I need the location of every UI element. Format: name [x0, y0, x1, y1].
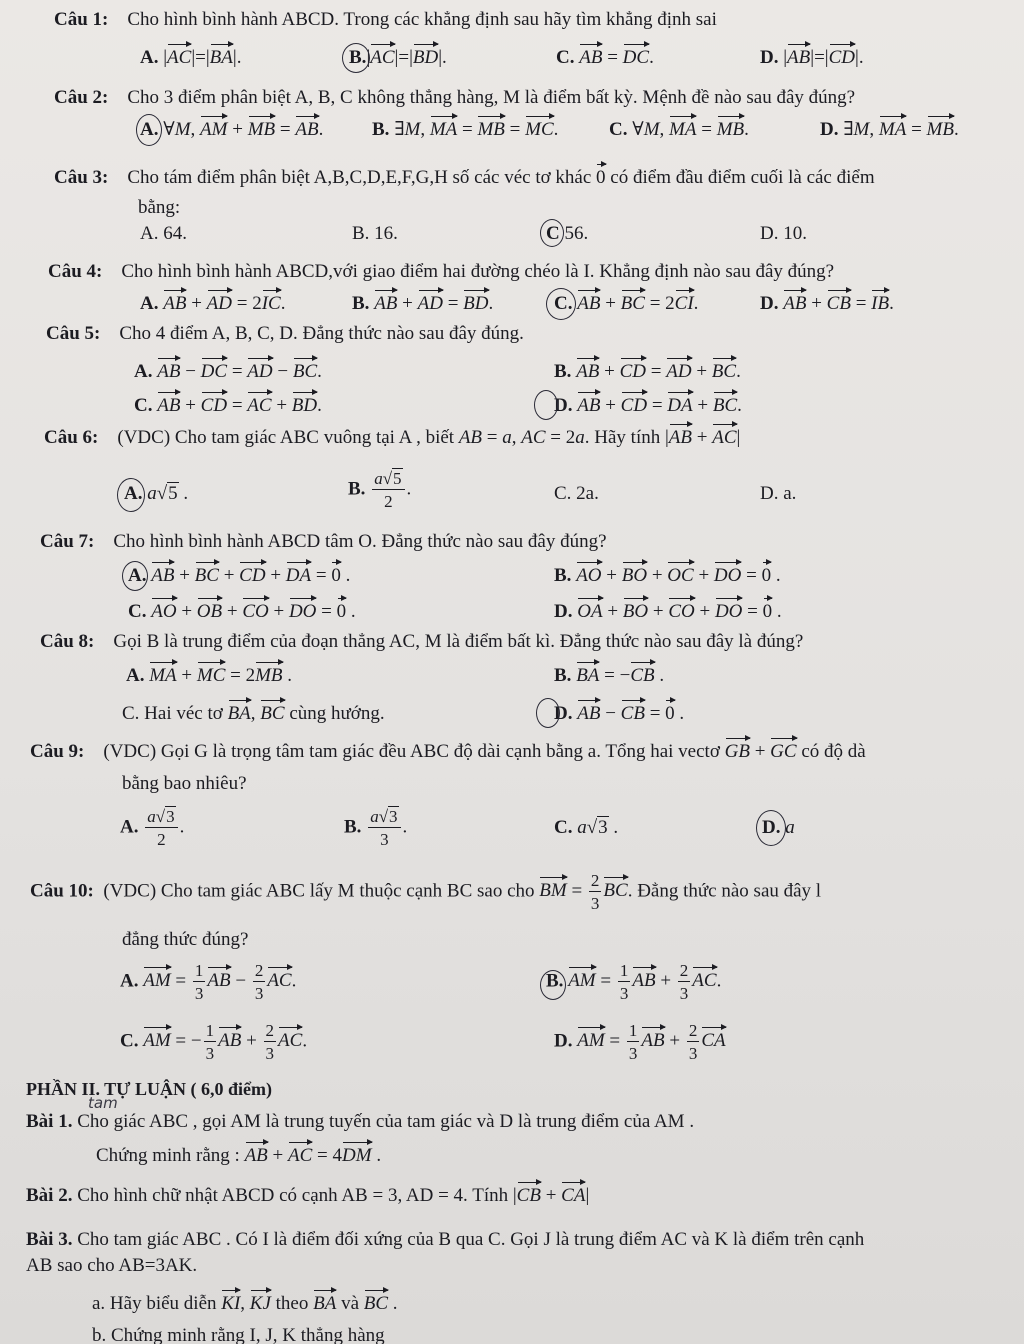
q2-option-d: D. ∃M, MA = MB. [820, 119, 959, 140]
question-text: (VDC) Gọi G là trọng tâm tam giác đều ABC độ dài cạnh bằng a. Tổng hai vectơ [103, 741, 720, 762]
question-text-continued: có điểm đầu điểm cuối là các điểm [610, 167, 875, 188]
question-4 [48, 262, 834, 281]
q4-option-d: D. AB + CB = IB. [760, 293, 894, 314]
q4-option-a: A. AB + AD = 2IC. [140, 293, 286, 314]
question-2 [54, 88, 855, 107]
q8-option-b: B. BA = −CB . [554, 665, 665, 686]
option-label: B. [349, 47, 367, 68]
q5-option-b: B. AB + CD = AD + BC. [554, 361, 741, 382]
question-10-line-2: đẳng thức đúng? [122, 929, 249, 950]
question-8 [40, 632, 803, 651]
option-text-end: cùng hướng. [289, 703, 385, 724]
question-10: Câu 10: (VDC) Cho tam giác ABC lấy M thuộc cạnh BC sao cho BM = $\frac{2}{3}$ BC. Đẳng thức nào sau đây l [30, 871, 822, 913]
option-label: D. [760, 293, 779, 314]
option-label: B. [554, 665, 572, 686]
option-label: D. [762, 817, 781, 838]
question-text: Cho hình bình hành ABCD tâm O. Đẳng thức nào sau đây đúng? [113, 531, 607, 552]
option-label: C. [556, 47, 575, 68]
question-label: Câu 2: [54, 87, 109, 108]
question-text-continued: . Đẳng thức nào sau đây l [627, 880, 822, 902]
q1-option-d: D. |AB|=|CD|. [760, 47, 864, 68]
question-label: Câu 10: [30, 880, 94, 902]
question-5 [46, 324, 524, 343]
q10-option-b: B. AM = $\frac{1}{3}$ AB + $\frac{2}{3}$ AC. [546, 961, 722, 1003]
exercise-3 [26, 1230, 864, 1249]
q8-option-d: D. AB − CB = 0 . [554, 703, 685, 724]
question-text: Gọi B là trung điểm của đoạn thẳng AC, M là điểm bất kì. Đẳng thức nào sau đây là đúng? [113, 631, 804, 652]
option-label: D. [820, 119, 839, 140]
question-text: (VDC) Cho tam giác ABC vuông tại A , biết [117, 427, 455, 448]
option-label: A. [120, 970, 139, 992]
q1-option-a: A. |AC|=|BA|. [140, 47, 242, 68]
option-label: B. [352, 293, 370, 314]
option-label: A. [128, 565, 147, 586]
q10-option-c: C. AM = − $\frac{1}{3}$ AB + $\frac{2}{3}$ AC. [120, 1021, 308, 1063]
q10-option-a: A. AM = $\frac{1}{3}$ AB − $\frac{2}{3}$ AC. [120, 961, 297, 1003]
question-label: Câu 8: [40, 631, 95, 652]
question-text-continued: có độ dà [801, 741, 866, 762]
q6-option-d: D. a. [760, 483, 797, 504]
q2-option-a: A. ∀M, AM + MB = AB. [140, 119, 324, 140]
option-label: B. [554, 361, 572, 382]
q9-option-d: D. a [762, 817, 795, 838]
option-label: A. [140, 47, 159, 68]
exercise-label: Bài 3. [26, 1229, 73, 1250]
q5-option-c: C. AB + CD = AC + BD. [134, 395, 322, 416]
question-label: Câu 1: [54, 9, 109, 30]
q5-option-d: D. AB + CD = DA + BC. [554, 395, 742, 416]
option-value: 56. [564, 223, 589, 244]
option-label: D. [554, 395, 573, 416]
option-label: C. [554, 293, 573, 314]
question-6: Câu 6: (VDC) Cho tam giác ABC vuông tại A , biết AB = a, AC = 2a. Hãy tính |AB + AC| [44, 427, 741, 448]
option-label: C. [128, 601, 147, 622]
handwritten-note: tam [88, 1094, 118, 1112]
exercise-text: Cho giác ABC , gọi AM là trung tuyến của tam giác và D là trung điểm của AM . [77, 1111, 695, 1132]
q7-option-d: D. OA + BO + CO + DO = 0 . [554, 601, 782, 622]
question-label: Câu 5: [46, 323, 101, 344]
option-label: B. [344, 816, 362, 838]
q2-option-b: B. ∃M, MA = MB = MC. [372, 119, 559, 140]
question-text: (VDC) Cho tam giác ABC lấy M thuộc cạnh BC sao cho [103, 880, 535, 902]
q9-option-c: C. a√3 . [554, 817, 619, 838]
question-3-line-2: bằng: [138, 197, 181, 218]
question-7 [40, 532, 607, 551]
option-label: D. [760, 47, 779, 68]
question-text: Cho hình bình hành ABCD. Trong các khẳng định sau hãy tìm khẳng định sai [127, 9, 717, 30]
option-label: A. [124, 483, 143, 504]
question-text: Cho tám điểm phân biệt A,B,C,D,E,F,G,H số các véc tơ khác [127, 167, 592, 188]
question-label: Câu 9: [30, 741, 85, 762]
section-title: PHẦN II. TỰ LUẬN ( 6,0 điểm) [26, 1079, 272, 1099]
option-label: C [546, 223, 560, 244]
option-text: C. Hai véc tơ [122, 703, 223, 724]
q9-option-a: A. $\frac{a√3}{2}$ . [120, 807, 185, 849]
sub-question-text: theo [275, 1293, 309, 1314]
option-label: C. [134, 395, 153, 416]
option-label: B. [348, 478, 366, 500]
question-9: Câu 9: (VDC) Gọi G là trọng tâm tam giác đều ABC độ dài cạnh bằng a. Tổng hai vectơ GB + GC có độ dà [30, 741, 866, 762]
exercise-3a: a. Hãy biểu diễn KI, KJ theo BA và BC . [92, 1293, 398, 1314]
option-label: C. [554, 817, 573, 838]
question-text-continued: . Hãy tính [584, 427, 661, 448]
question-1 [54, 10, 717, 29]
option-label: C. [120, 1030, 139, 1052]
option-label: A. [140, 293, 159, 314]
q5-option-a: A. AB − DC = AD − BC. [134, 361, 322, 382]
option-label: B. [372, 119, 390, 140]
question-3: Câu 3: Cho tám điểm phân biệt A,B,C,D,E,F,G,H số các véc tơ khác 0 có điểm đầu điểm cuối là các điểm [54, 167, 875, 188]
q7-option-a: A. AB + BC + CD + DA = 0 . [128, 565, 351, 586]
question-text: Cho 3 điểm phân biệt A, B, C không thẳng hàng, M là điểm bất kỳ. Mệnh đề nào sau đây đúng? [127, 87, 856, 108]
q9-option-b: B. $\frac{a√3}{3}$ . [344, 807, 408, 849]
q10-option-d: D. AM = $\frac{1}{3}$ AB + $\frac{2}{3}$ CA [554, 1021, 726, 1063]
question-label: Câu 6: [44, 427, 99, 448]
q1-option-b: B.|AC|=|BD|. [349, 47, 447, 68]
q3-option-a: A. 64. [140, 223, 187, 244]
option-label: B. [546, 970, 564, 992]
option-label: D. [554, 601, 573, 622]
exercise-label: Bài 1. [26, 1111, 73, 1132]
option-label: A. [140, 119, 159, 140]
exercise-text: Cho hình chữ nhật ABCD có cạnh AB = 3, AD = 4. Tính [77, 1185, 509, 1206]
prove-text: Chứng minh rằng : [96, 1145, 240, 1166]
sub-question-text: và [341, 1293, 359, 1314]
q6-option-a: A. a√5 . [124, 483, 189, 504]
q8-option-c: C. Hai véc tơ BA, BC cùng hướng. [122, 703, 385, 724]
q6-option-c: C. 2a. [554, 483, 599, 504]
option-label: A. [120, 816, 139, 838]
exercise-1 [26, 1112, 694, 1131]
option-label: A. [134, 361, 153, 382]
question-9-line-2: bằng bao nhiêu? [122, 773, 247, 794]
exercise-text: Cho tam giác ABC . Có I là điểm đối xứng của B qua C. Gọi J là trung điểm AC và K là điểm trên cạnh [77, 1229, 865, 1250]
q6-option-b: B. $\frac{a√5}{2}$ . [348, 469, 412, 511]
q7-option-b: B. AO + BO + OC + DO = 0 . [554, 565, 781, 586]
question-label: Câu 4: [48, 261, 103, 282]
exercise-label: Bài 2. [26, 1185, 73, 1206]
q3-option-b: B. 16. [352, 223, 398, 244]
option-label: D. [554, 703, 573, 724]
sub-question-text: a. Hãy biểu diễn [92, 1293, 217, 1314]
q1-option-c: C. AB = DC. [556, 47, 654, 68]
exercise-3-line-2: AB sao cho AB=3AK. [26, 1255, 198, 1276]
option-label: B. [554, 565, 572, 586]
option-label: C. [609, 119, 628, 140]
q7-option-c: C. AO + OB + CO + DO = 0 . [128, 601, 356, 622]
question-label: Câu 7: [40, 531, 95, 552]
q8-option-a: A. MA + MC = 2MB . [126, 665, 293, 686]
q2-option-c: C. ∀M, MA = MB. [609, 119, 749, 140]
option-label: D. [554, 1030, 573, 1052]
exercise-3b: b. Chứng minh rằng I, J, K thẳng hàng [92, 1325, 385, 1344]
option-label: A. [126, 665, 145, 686]
q4-option-b: B. AB + AD = BD. [352, 293, 494, 314]
exercise-2: Bài 2. Cho hình chữ nhật ABCD có cạnh AB = 3, AD = 4. Tính |CB + CA| [26, 1185, 590, 1206]
question-text: Cho 4 điểm A, B, C, D. Đẳng thức nào sau đây đúng. [119, 323, 524, 344]
question-label: Câu 3: [54, 167, 109, 188]
q3-option-d: D. 10. [760, 223, 807, 244]
q3-option-c [546, 224, 588, 243]
question-text: Cho hình bình hành ABCD,với giao điểm hai đường chéo là I. Khẳng định nào sau đây đúng? [121, 261, 835, 282]
q4-option-c: C. AB + BC = 2CI. [554, 293, 699, 314]
exercise-1-prove: Chứng minh rằng : AB + AC = 4DM . [96, 1145, 382, 1166]
